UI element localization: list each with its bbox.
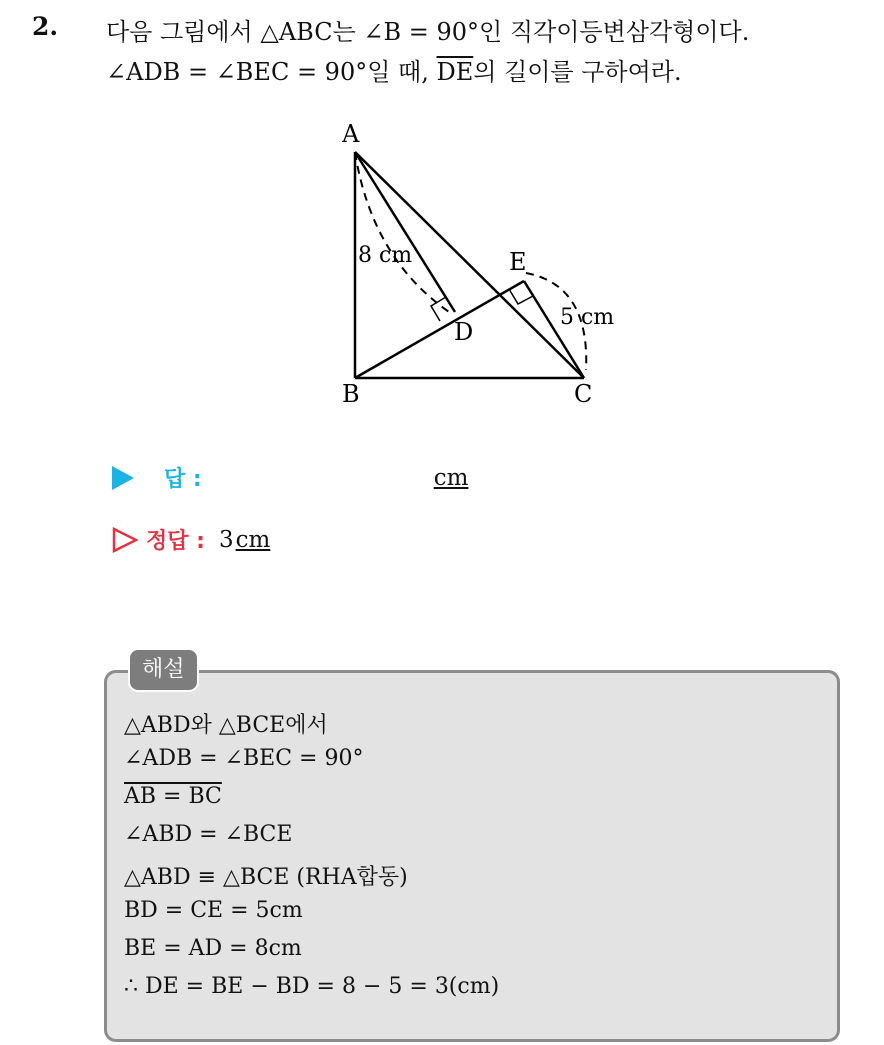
- correct-answer-label: 정답 :: [146, 529, 205, 554]
- segment-de: $\overline{DE}$: [436, 58, 474, 86]
- answer-row: [112, 462, 468, 493]
- outline-arrow-icon: [112, 527, 138, 553]
- solution-title: 해설: [128, 648, 199, 692]
- correct-answer-value: 3: [218, 526, 234, 553]
- problem-text-line2: [106, 52, 682, 87]
- label-a: A: [342, 120, 360, 148]
- solution-line-4: ∠ABD = ∠BCE: [124, 822, 293, 847]
- correct-answer-unit: cm: [235, 526, 271, 553]
- problem-number: 2.: [32, 12, 59, 41]
- problem-line2-suffix: 의 길이를 구하여라.: [473, 58, 682, 86]
- segment-be: [355, 281, 524, 378]
- solution-line-7: BE = AD = 8cm: [124, 936, 302, 961]
- length-ce: 5 cm: [560, 305, 615, 330]
- play-arrow-icon: [112, 466, 134, 490]
- triangle-figure: [320, 112, 640, 412]
- correct-answer-row: [112, 524, 270, 555]
- solution-line-6: BD = CE = 5cm: [124, 898, 303, 923]
- label-d: D: [454, 318, 474, 346]
- solution-line-8: ∴ DE = BE − BD = 8 − 5 = 3(cm): [124, 974, 500, 999]
- problem-line2-prefix: ∠ADB = ∠BEC = 90°일 때,: [106, 58, 437, 86]
- solution-line-3: AB = BC: [124, 784, 222, 809]
- label-e: E: [509, 248, 527, 276]
- solution-line-1: △ABD와 △BCE에서: [124, 713, 328, 738]
- problem-text-line1: 다음 그림에서 △ABC는 ∠B = 90°인 직각이등변삼각형이다.: [106, 18, 750, 46]
- answer-unit: cm: [433, 464, 469, 491]
- label-b: B: [342, 380, 360, 408]
- label-c: C: [574, 380, 593, 408]
- solution-line-5: △ABD ≡ △BCE (RHA합동): [124, 865, 408, 890]
- answer-label: 답 :: [164, 467, 202, 492]
- solution-line-2: ∠ADB = ∠BEC = 90°: [124, 746, 364, 771]
- segment-ad: [355, 152, 455, 312]
- length-ad: 8 cm: [358, 243, 413, 268]
